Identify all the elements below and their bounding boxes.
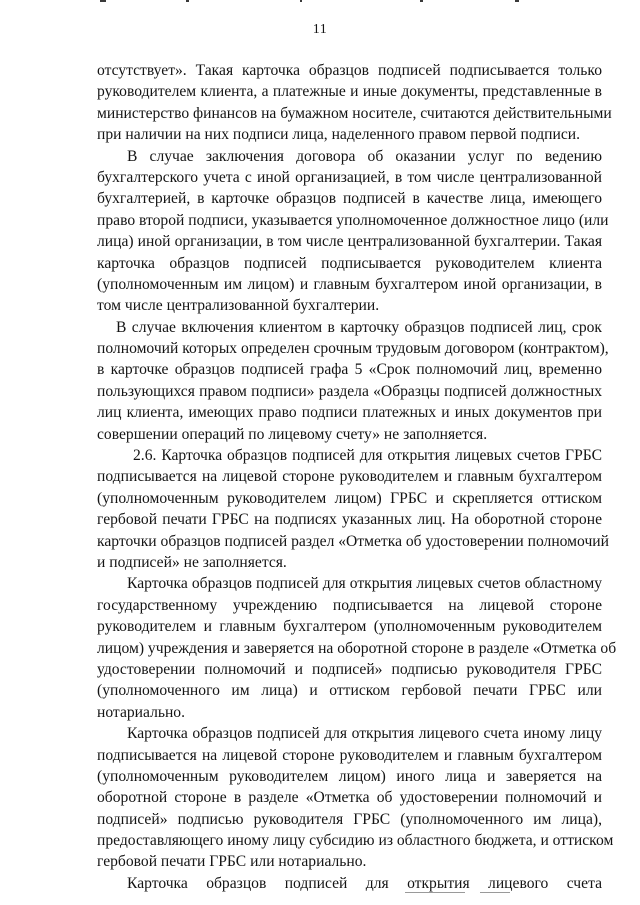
text-line: Карточка образцов подписей для открытия лицевого счета иному лицу <box>127 725 602 743</box>
text-line: том числе централизованной бухгалтерии. <box>97 297 380 315</box>
text-line: полномочий которых определен срочным трудовым договором (контрактом), <box>97 340 609 358</box>
text-line: нотариально. <box>97 703 185 721</box>
text-line: право второй подписи, указывается уполномоченное должностное лицо (или <box>97 211 609 229</box>
text-line: министерство финансов на бумажном носителе, считаются действительными <box>97 104 612 122</box>
scan-artifact <box>480 892 510 893</box>
text-line: (уполномоченным им лицом) и главным бухгалтером иной организации, в <box>97 275 602 293</box>
section-heading-line: 2.6. Карточка образцов подписей для открытия лицевых счетов ГРБС <box>133 447 602 465</box>
text-line: карточки образцов подписей раздел «Отметка об удостоверении полномочий <box>97 532 609 550</box>
scan-artifact <box>100 0 106 2</box>
text-line: пользующихся правом подписи» раздела «Образцы подписей должностных <box>97 382 602 400</box>
text-line: подписывается на лицевой стороне руководителем и главным бухгалтером <box>97 746 602 764</box>
text-line: руководителем и главным бухгалтером (уполномоченным руководителем <box>97 618 602 636</box>
text-line: удостоверении полномочий и подписей» подписью руководителя ГРБС <box>97 660 602 678</box>
text-line: оборотной стороне в разделе «Отметка об удостоверении полномочий и <box>97 789 602 807</box>
text-line: (уполномоченным руководителем лицом) ГРБС и скрепляется оттиском <box>97 489 602 507</box>
text-line: лиц клиента, имеющих право подписи платежных и иных документов при <box>97 404 602 422</box>
text-line: лицом) учреждения и заверяется на оборотной стороне в разделе «Отметка об <box>97 639 617 657</box>
text-line: бухгалтерией, в карточке образцов подписей в качестве лица, имеющего <box>97 190 602 208</box>
text-line: бухгалтерского учета с иной организацией, в том числе централизованной <box>97 168 602 186</box>
text-line: гербовой печати ГРБС или нотариально. <box>97 853 367 871</box>
text-line: подписей» подписью руководителя ГРБС (уполномоченного им лица), <box>97 810 602 828</box>
text-line: государственному учреждению подписывается на лицевой стороне <box>97 596 602 614</box>
text-line: руководителем клиента, а платежные и иные документы, представленные в <box>97 83 602 101</box>
page-number: 11 <box>312 22 328 37</box>
text-line: лица) иной организации, в том числе централизованной бухгалтерии. Такая <box>97 233 602 251</box>
scan-artifact <box>186 0 189 2</box>
text-line: отсутствует». Такая карточка образцов подписей подписывается только <box>97 62 602 79</box>
text-line: В случае заключения договора об оказании услуг по ведению <box>127 147 602 165</box>
text-line: (уполномоченным руководителем лицом) иного лица и заверяется на <box>97 767 602 785</box>
scan-artifact <box>515 0 519 2</box>
text-line: В случае включения клиентом в карточку образцов подписей лиц, срок <box>116 318 602 336</box>
text-line: гербовой печати ГРБС на подписях указанных лиц. На оборотной стороне <box>97 511 602 529</box>
text-line: карточка образцов подписей подписывается руководителем клиента <box>97 254 602 272</box>
text-line: Карточка образцов подписей для открытия лицевых счетов областному <box>127 575 602 593</box>
text-line: в карточке образцов подписей графа 5 «Срок полномочий лиц, временно <box>97 361 602 379</box>
text-line: совершении операций по лицевому счету» не заполняется. <box>97 425 488 443</box>
scan-artifact <box>405 892 465 893</box>
scan-artifact <box>420 0 423 2</box>
text-line: предоставляющего иному лицу субсидию из областного бюджета, и оттиском <box>97 832 614 850</box>
scan-artifact <box>300 0 302 2</box>
text-line: (уполномоченного им лица) и оттиском гербовой печати ГРБС или <box>97 682 602 700</box>
body-text <box>97 60 617 894</box>
text-line: и подписей» не заполняется. <box>97 553 287 571</box>
text-line: подписывается на лицевой стороне руководителем и главным бухгалтером <box>97 468 602 486</box>
text-line: при наличии на них подписи лица, наделенного правом первой подписи. <box>97 126 581 144</box>
text-line: Карточка образцов подписей для открытия лицевого счета <box>127 874 602 892</box>
